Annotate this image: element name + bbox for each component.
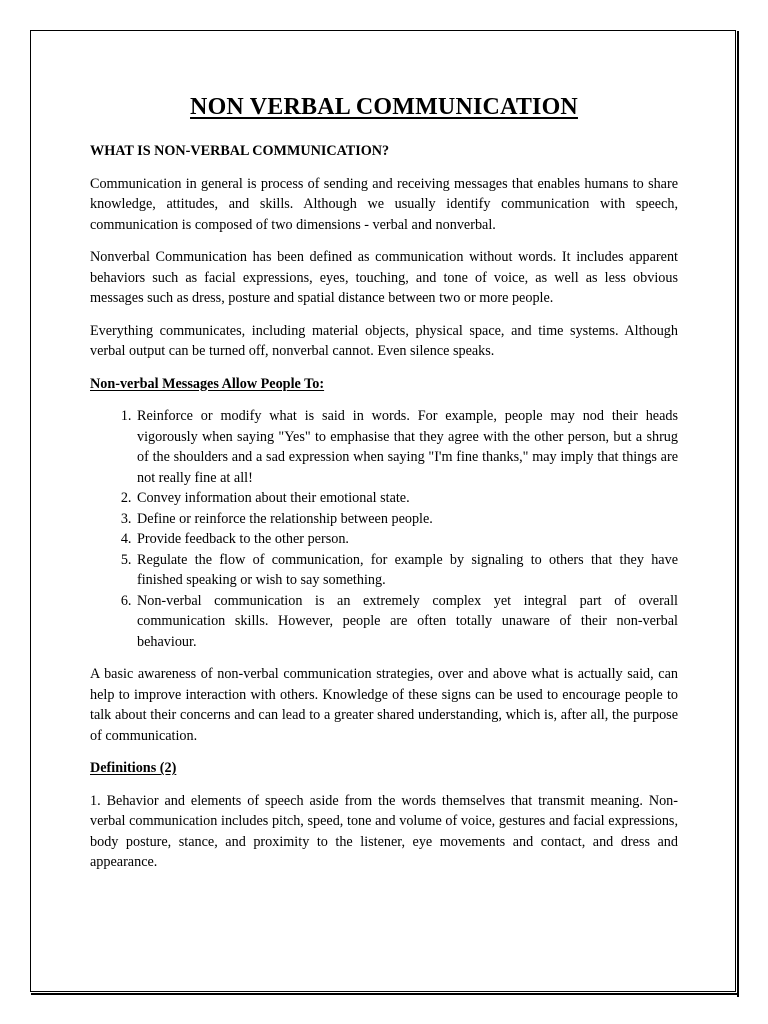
document-title: NON VERBAL COMMUNICATION bbox=[190, 94, 578, 120]
list-item: 1. Reinforce or modify what is said in words. For example, people may nod their heads vigorously when saying "Yes" to emphasise that they agree with the other person, but a shrug of the shoulders and a sad expression when saying "I'm fine thanks," may imply that things are not really fine at all! bbox=[135, 406, 678, 488]
intro-paragraph: Communication in general is process of sending and receiving messages that enables humans to share knowledge, attitudes, and skills. Although we usually identify communication with speech, communication is composed of two dimensions - verbal and nonverbal. bbox=[90, 175, 678, 233]
page-border-shadow bbox=[737, 31, 739, 997]
list-item: 3. Define or reinforce the relationship between people. bbox=[135, 509, 678, 530]
awareness-paragraph: A basic awareness of non-verbal communication strategies, over and above what is actually said, can help to improve interaction with others. Knowledge of these signs can be used to encourage people to talk about their concerns and can lead to a greater shared understanding, which is, after all, the purpose of communication. bbox=[90, 666, 678, 744]
messages-list bbox=[90, 406, 678, 652]
definition-paragraph: 1. Behavior and elements of speech aside from the words themselves that transmit meaning. Non-verbal communication includes pitch, speed, tone and volume of voice, gestures and facial expressions, body posture, stance, and proximity to the listener, eye movements and contact, and dress and appearance. bbox=[90, 792, 678, 870]
list-item: 5. Regulate the flow of communication, for example by signaling to others that they have finished speaking or wish to say something. bbox=[135, 550, 678, 591]
intro-paragraph: Everything communicates, including material objects, physical space, and time systems. Although verbal output can be turned off, nonverbal cannot. Even silence speaks. bbox=[90, 322, 678, 359]
list-item: 2. Convey information about their emotional state. bbox=[135, 488, 678, 509]
list-item: 4. Provide feedback to the other person. bbox=[135, 529, 678, 550]
section-heading-definitions: Definitions (2) bbox=[90, 760, 177, 776]
section-heading-messages: Non-verbal Messages Allow People To: bbox=[90, 375, 325, 392]
intro-paragraph: Nonverbal Communication has been defined as communication without words. It includes apparent behaviors such as facial expressions, eyes, touching, and tone of voice, as well as less obvious messages such as dress, posture and spatial distance between two or more people. bbox=[90, 249, 678, 306]
document-content bbox=[90, 90, 678, 885]
list-item: 6. Non-verbal communication is an extremely complex yet integral part of overall communication skills. However, people are often totally unaware of their non-verbal behaviour. bbox=[135, 591, 678, 653]
section-heading-what-is: WHAT IS NON-VERBAL COMMUNICATION? bbox=[90, 143, 390, 159]
